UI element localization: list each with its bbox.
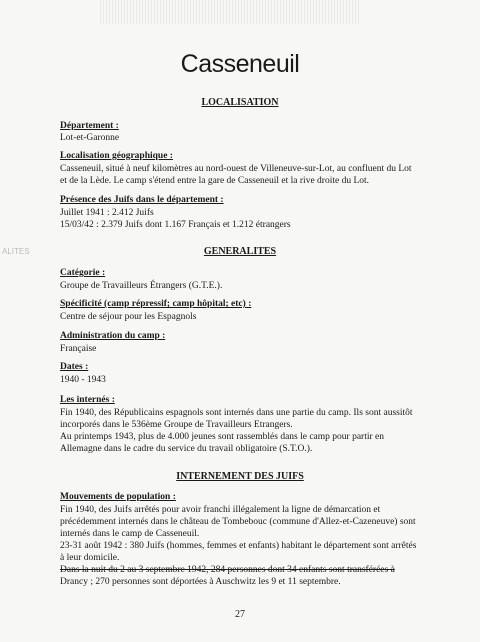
presence-line2: 15/03/42 : 2.379 Juifs dont 1.167 Français et 1.212 étrangers: [60, 220, 291, 230]
mouvements-label: Mouvements de population :: [60, 492, 176, 502]
localisation-geo-label: Localisation géographique :: [60, 151, 173, 161]
presence-line1: Juillet 1941 : 2.412 Juifs: [60, 208, 154, 218]
page-number: 27: [235, 609, 245, 620]
localisation-geo-line1: Casseneuil, situé à neuf kilomètres au nord-ouest de Villeneuve-sur-Lot, au confluent du Lot: [60, 164, 412, 174]
section-localisation: LOCALISATION: [201, 97, 279, 108]
internes-line4: Allemagne dans le cadre du service du travail obligatoire (S.T.O.).: [60, 444, 313, 454]
internes-line2: incorporés dans le 536ème Groupe de Travailleurs Etrangers.: [60, 420, 293, 430]
section-generalites: GENERALITES: [203, 246, 277, 257]
margin-artifact: ALITES: [2, 247, 30, 256]
departement-label: Département :: [60, 121, 119, 131]
mouvements-line2: précédemment internés dans le château de Tombebouc (commune d'Allez-et-Cazeneuve) sont: [60, 517, 416, 527]
mouvements-line5: à leur domicile.: [60, 553, 120, 563]
dates-value: 1940 - 1943: [60, 375, 106, 385]
page-title: Casseneuil: [180, 50, 300, 78]
mouvements-line1: Fin 1940, des Juifs arrêtés pour avoir franchi illégalement la ligne de démarcation et: [60, 505, 381, 515]
scan-noise: [100, 0, 360, 24]
administration-value: Française: [60, 344, 97, 354]
categorie-value: Groupe de Travailleurs Étrangers (G.T.E.).: [60, 281, 223, 291]
internes-line3: Au printemps 1943, plus de 4.000 jeunes sont rassemblés dans le camp pour partir en: [60, 432, 384, 442]
mouvements-line3: internés dans le camp de Casseneuil.: [60, 529, 200, 539]
internes-label: Les internés :: [60, 395, 115, 405]
departement-value: Lot-et-Garonne: [60, 133, 120, 143]
mouvements-line7: Drancy ; 270 personnes sont déportées à Auschwitz les 9 et 11 septembre.: [60, 577, 341, 587]
mouvements-line4: 23-31 août 1942 : 380 Juifs (hommes, femmes et enfants) habitant le département sont arrêtés: [60, 541, 417, 551]
mouvements-line6: Dans la nuit du 2 au 3 septembre 1942, 284 personnes dont 34 enfants sont transférées à: [60, 565, 395, 575]
categorie-label: Catégorie :: [60, 268, 106, 278]
section-internement: INTERNEMENT DES JUIFS: [176, 471, 304, 482]
specificite-label: Spécificité (camp répressif; camp hôpital; etc) :: [60, 299, 252, 309]
specificite-value: Centre de séjour pour les Espagnols: [60, 312, 197, 322]
presence-label: Présence des Juifs dans le département :: [60, 195, 224, 205]
internes-line1: Fin 1940, des Républicains espagnols sont internés dans une partie du camp. Ils sont aussitôt: [60, 408, 413, 418]
administration-label: Administration du camp :: [60, 331, 166, 341]
dates-label: Dates :: [60, 362, 89, 372]
localisation-geo-line2: et de la Lède. Le camp s'étend entre la gare de Casseneuil et la rive droite du Lot.: [60, 176, 370, 186]
